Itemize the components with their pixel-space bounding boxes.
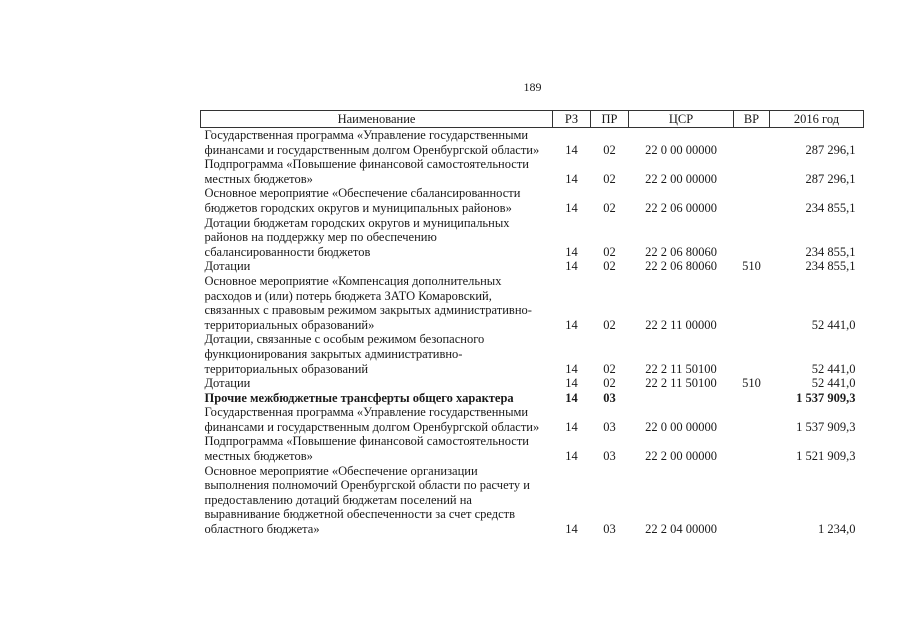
row-name-line: бюджетов городских округов и муниципальных районов»: [204, 200, 512, 215]
row-vr: [734, 128, 770, 158]
row-rz: 14: [565, 522, 578, 537]
row-name-line: расходов и (или) потерь бюджета ЗАТО Комаровский,: [204, 288, 492, 303]
row-name-line: выравнивание бюджетной обеспеченности за счет средств: [204, 507, 516, 522]
row-csr: 22 2 11 00000: [645, 317, 717, 332]
row-pr: 02: [603, 259, 616, 274]
row-amount: 1 537 909,3: [796, 390, 856, 405]
row-vr: [734, 405, 770, 434]
row-name-line: местных бюджетов»: [204, 449, 313, 464]
row-name-line: финансами и государственным долгом Оренбургской области»: [204, 419, 540, 434]
row-rz: 14: [565, 200, 578, 215]
row-pr: 02: [603, 317, 616, 332]
row-csr: 22 2 00 00000: [645, 171, 717, 186]
row-pr: 03: [603, 419, 616, 434]
table-row: [201, 405, 864, 434]
header-year: 2016 год: [770, 111, 864, 128]
budget-table: [200, 110, 864, 537]
table-body: [201, 128, 864, 537]
row-vr: 510: [742, 259, 761, 274]
row-vr: [734, 332, 770, 376]
row-name-line: Дотации бюджетам городских округов и муниципальных: [204, 215, 510, 230]
header-vr: ВР: [734, 111, 770, 128]
table-row: [201, 186, 864, 215]
row-vr: [734, 186, 770, 215]
table-row: [201, 128, 864, 158]
row-rz: 14: [565, 244, 578, 259]
row-rz: 14: [565, 259, 578, 274]
row-pr: 03: [603, 390, 616, 405]
row-name-line: Подпрограмма «Повышение финансовой самостоятельности: [204, 157, 529, 172]
row-name-line: Прочие межбюджетные трансферты общего характера: [204, 390, 514, 405]
row-name: [201, 391, 553, 406]
row-name-line: выполнения полномочий Оренбургской области по расчету и: [204, 478, 530, 493]
header-rz: РЗ: [553, 111, 591, 128]
row-vr: [734, 434, 770, 463]
header-csr: ЦСР: [629, 111, 734, 128]
row-name-line: территориальных образований: [204, 361, 369, 376]
row-amount: 52 441,0: [811, 376, 856, 391]
row-name: [201, 157, 553, 186]
row-rz: 14: [565, 317, 578, 332]
row-name: [201, 464, 553, 537]
table-header: [201, 111, 864, 128]
row-pr: 02: [603, 244, 616, 259]
row-rz: 14: [565, 390, 578, 405]
row-name-line: финансами и государственным долгом Оренбургской области»: [204, 142, 540, 157]
row-vr: [734, 274, 770, 332]
row-vr: [734, 216, 770, 260]
row-vr: [734, 157, 770, 186]
row-name: [201, 186, 553, 215]
page-number: 189: [523, 80, 542, 94]
row-pr: 02: [603, 142, 616, 157]
row-name-line: местных бюджетов»: [204, 171, 313, 186]
row-name-line: Подпрограмма «Повышение финансовой самостоятельности: [204, 434, 529, 449]
row-name-line: районов на поддержку мер по обеспечению: [204, 230, 437, 245]
row-csr: 22 2 04 00000: [645, 522, 717, 537]
row-rz: 14: [565, 376, 578, 391]
row-vr: [734, 391, 770, 406]
row-vr: [734, 464, 770, 537]
row-csr: 22 0 00 00000: [645, 142, 717, 157]
table-row: [201, 464, 864, 537]
row-name-line: предоставлению дотаций бюджетам поселений на: [204, 492, 472, 507]
row-amount: 52 441,0: [811, 361, 856, 376]
row-pr: 02: [603, 200, 616, 215]
row-name-line: Основное мероприятие «Обеспечение организации: [204, 463, 478, 478]
row-rz: 14: [565, 171, 578, 186]
table-row: [201, 376, 864, 391]
row-csr: [629, 391, 734, 406]
row-name-line: областного бюджета»: [204, 522, 320, 537]
row-name: [201, 274, 553, 332]
row-rz: 14: [565, 419, 578, 434]
row-name: [201, 128, 553, 158]
row-name-line: Дотации: [204, 259, 251, 274]
row-amount: 1 537 909,3: [796, 419, 856, 434]
table-row: [201, 434, 864, 463]
row-pr: 02: [603, 171, 616, 186]
row-name-line: связанных с правовым режимом закрытых административно-: [204, 303, 532, 318]
row-amount: 234 855,1: [805, 244, 856, 259]
row-amount: 1 521 909,3: [796, 449, 856, 464]
table-row: [201, 274, 864, 332]
row-rz: 14: [565, 142, 578, 157]
row-pr: 02: [603, 361, 616, 376]
row-name-line: Дотации, связанные с особым режимом безопасного: [204, 332, 485, 347]
row-name: [201, 376, 553, 391]
header-name: Наименование: [201, 111, 553, 128]
table-row: [201, 391, 864, 406]
row-amount: 287 296,1: [805, 171, 856, 186]
row-amount: 52 441,0: [811, 317, 856, 332]
row-pr: 02: [603, 376, 616, 391]
row-name-line: Основное мероприятие «Обеспечение сбалансированности: [204, 186, 521, 201]
row-amount: 234 855,1: [805, 259, 856, 274]
row-csr: 22 0 00 00000: [645, 419, 717, 434]
table-row: [201, 216, 864, 260]
table-row: [201, 157, 864, 186]
row-amount: 234 855,1: [805, 200, 856, 215]
row-name-line: Основное мероприятие «Компенсация дополнительных: [204, 273, 502, 288]
row-rz: 14: [565, 361, 578, 376]
row-name: [201, 434, 553, 463]
row-vr: 510: [742, 376, 761, 391]
row-name-line: территориальных образований»: [204, 317, 375, 332]
row-name-line: Государственная программа «Управление государственными: [204, 128, 529, 142]
header-pr: ПР: [591, 111, 629, 128]
row-csr: 22 2 00 00000: [645, 449, 717, 464]
table-row: [201, 259, 864, 274]
row-name-line: Государственная программа «Управление государственными: [204, 405, 529, 420]
row-csr: 22 2 06 80060: [645, 244, 717, 259]
row-rz: 14: [565, 449, 578, 464]
row-csr: 22 2 11 50100: [645, 361, 717, 376]
table-row: [201, 332, 864, 376]
row-name: [201, 405, 553, 434]
row-amount: 1 234,0: [818, 522, 856, 537]
row-csr: 22 2 06 80060: [645, 259, 717, 274]
row-amount: 287 296,1: [805, 142, 856, 157]
row-csr: 22 2 11 50100: [645, 376, 717, 391]
row-name-line: сбалансированности бюджетов: [204, 244, 371, 259]
row-name-line: Дотации: [204, 376, 251, 391]
row-pr: 03: [603, 449, 616, 464]
row-csr: 22 2 06 00000: [645, 200, 717, 215]
row-pr: 03: [603, 522, 616, 537]
row-name: [201, 216, 553, 260]
row-name-line: функционирования закрытых административно-: [204, 346, 463, 361]
row-name: [201, 332, 553, 376]
row-name: [201, 259, 553, 274]
